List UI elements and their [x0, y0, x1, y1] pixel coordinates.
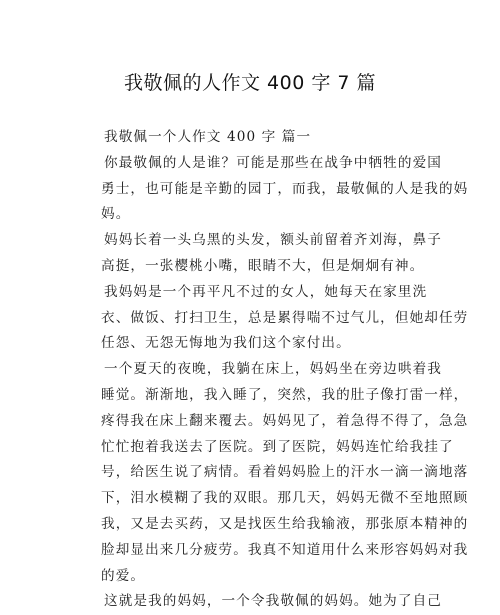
paragraph-line: 下，泪水模糊了我的双眼。那几天，妈妈无微不至地照顾 [101, 490, 469, 507]
paragraph-1 [101, 151, 469, 228]
paragraph-line: 我，又是去买药，又是找医生给我输液，那张原本精神的 [101, 515, 469, 532]
paragraph-line: 高挺，一张樱桃小嘴，眼睛不大，但是炯炯有神。 [101, 257, 425, 274]
paragraph-line: 疼得我在床上翻来覆去。妈妈见了，着急得不得了，急急 [101, 412, 469, 429]
paragraph-4 [101, 357, 469, 589]
paragraph-5 [104, 589, 442, 615]
paragraph-line: 一个夏天的夜晚，我躺在床上，妈妈坐在旁边哄着我 [104, 361, 442, 378]
paragraph-line: 睡觉。渐渐地，我入睡了，突然，我的肚子像打雷一样， [101, 386, 469, 403]
paragraph-line: 妈。 [101, 206, 131, 223]
paragraph-line: 你最敬佩的人是谁？可能是那些在战争中牺牲的爱国 [104, 154, 442, 171]
paragraph-line: 任怨、无怨无悔地为我们这个家付出。 [101, 335, 351, 352]
paragraph-line: 勇士，也可能是辛勤的园丁，而我，最敬佩的人是我的妈 [101, 180, 469, 197]
document-title: 我敬佩的人作文 400 字 7 篇 [123, 72, 376, 94]
paragraph-line: 我妈妈是一个再平凡不过的女人，她每天在家里洗 [104, 283, 428, 300]
paragraph-line: 的爱。 [101, 567, 146, 584]
section-heading: 我敬佩一个人作文 400 字 篇一 [104, 129, 312, 145]
paragraph-2 [101, 228, 442, 280]
document-body [101, 125, 469, 615]
paragraph-line: 忙忙抱着我送去了医院。到了医院，妈妈连忙给我挂了 [101, 438, 454, 455]
paragraph-line: 这就是我的妈妈，一个令我敬佩的妈妈。她为了自己 [104, 593, 442, 610]
paragraph-line: 号，给医生说了病情。看着妈妈脸上的汗水一滴一滴地落 [101, 464, 469, 481]
paragraph-line: 妈妈长着一头乌黑的头发，额头前留着齐刘海，鼻子 [104, 232, 442, 249]
paragraph-line: 脸却显出来几分疲劳。我真不知道用什么来形容妈妈对我 [101, 541, 469, 558]
paragraph-line: 衣、做饭、打扫卫生，总是累得喘不过气儿，但她却任劳 [101, 309, 469, 326]
paragraph-3 [101, 280, 469, 357]
